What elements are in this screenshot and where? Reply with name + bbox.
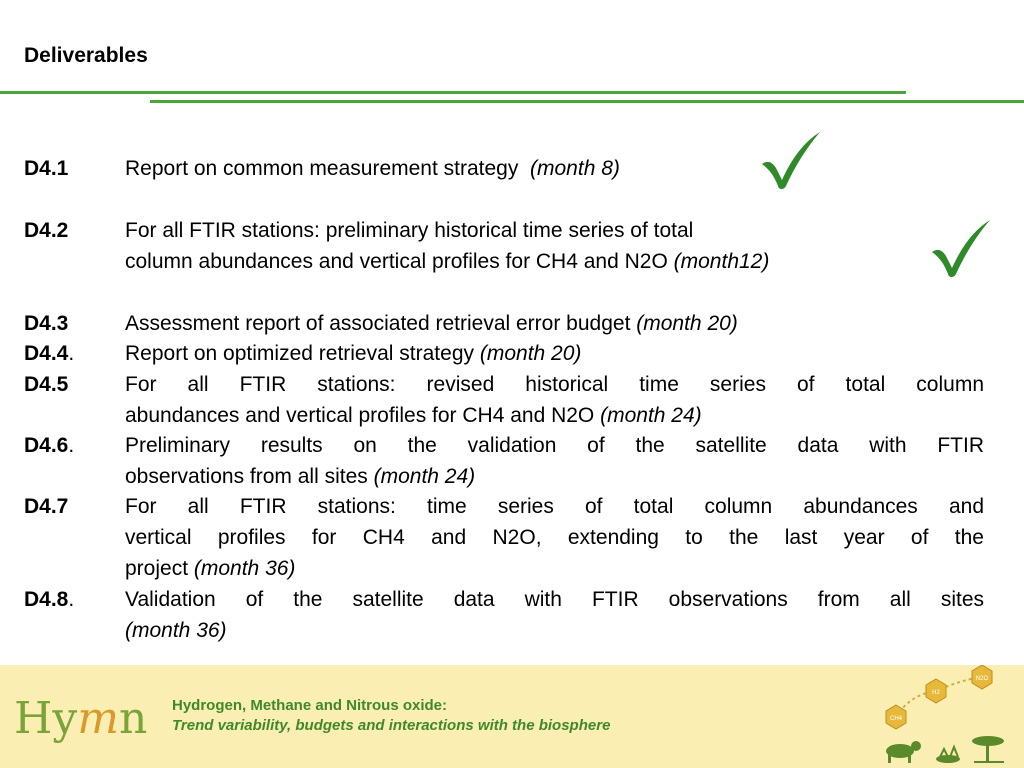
deliverable-month: (month 24) (373, 465, 476, 488)
deliverable-code: D4.5 (24, 373, 69, 396)
checkmark-icon (928, 216, 994, 278)
deliverable-month: (month12) (673, 250, 770, 273)
deliverable-code: D4.1 (24, 157, 69, 180)
cow-icon (886, 741, 921, 763)
deliverable-text: For all FTIR stations: time series of total column abundances and (125, 495, 984, 518)
deliverable-month: (month 36) (193, 557, 296, 580)
deliverable-text: For all FTIR stations: preliminary historical time series of total (125, 219, 694, 242)
deliverable-text: For all FTIR stations: revised historical time series of total column (125, 373, 984, 396)
deliverable-month: (month 20) (479, 342, 582, 365)
deliverable-text: project (month 36) (125, 557, 296, 580)
header-rule-top (0, 91, 906, 94)
footer-banner (0, 665, 1024, 768)
deliverable-month-line (125, 615, 227, 646)
molecule-hexagon-icon (886, 705, 906, 729)
header-rule-bottom (150, 100, 1024, 103)
page-title: Deliverables (24, 44, 148, 67)
molecule-diagram (870, 665, 1024, 768)
molecule-label: CH4 (889, 716, 903, 722)
deliverable-text: vertical profiles for CH4 and N2O, extending to the last year of the (125, 526, 984, 549)
deliverable-code: D4.2 (24, 219, 69, 242)
deliverable-code: D4.8. (24, 588, 75, 611)
molecule-hexagon-icon (972, 665, 992, 689)
deliverable-month: (month 36) (125, 619, 227, 642)
footer-subtitle: Trend variability, budgets and interactions with the biosphere (172, 717, 611, 734)
deliverable-text: column abundances and vertical profiles for CH4 and N2O (month12) (125, 250, 770, 273)
deliverable-text: abundances and vertical profiles for CH4 and N2O (month 24) (125, 404, 702, 427)
deliverable-text: Validation of the satellite data with FTIR observations from all sites (125, 588, 984, 611)
deliverable-month: (month 20) (636, 312, 738, 335)
deliverable-text: Report on optimized retrieval strategy (month 20) (125, 342, 582, 365)
deliverable-month: (month 8) (530, 157, 620, 180)
vegetation-icon (936, 747, 960, 763)
molecule-hexagon-icon (926, 679, 946, 703)
deliverable-text: observations from all sites (month 24) (125, 465, 476, 488)
deliverable-text: Preliminary results on the validation of the satellite data with FTIR (125, 434, 984, 457)
footer-title: Hydrogen, Methane and Nitrous oxide: (172, 697, 448, 714)
deliverable-code: D4.7 (24, 495, 69, 518)
deliverable-code: D4.6. (24, 434, 75, 457)
deliverable-code: D4.3 (24, 312, 69, 335)
deliverable-text: Assessment report of associated retrieval error budget (month 20) (125, 312, 738, 335)
deliverable-text: Report on common measurement strategy (month 8) (125, 157, 620, 180)
tree-icon (972, 736, 1004, 763)
hymn-logo: Hymn (14, 693, 148, 744)
molecule-label: N2O (975, 676, 989, 682)
deliverable-code: D4.4. (24, 342, 75, 365)
molecule-label: H2 (932, 690, 940, 696)
deliverable-month: (month 24) (600, 404, 702, 427)
checkmark-icon (758, 128, 824, 190)
